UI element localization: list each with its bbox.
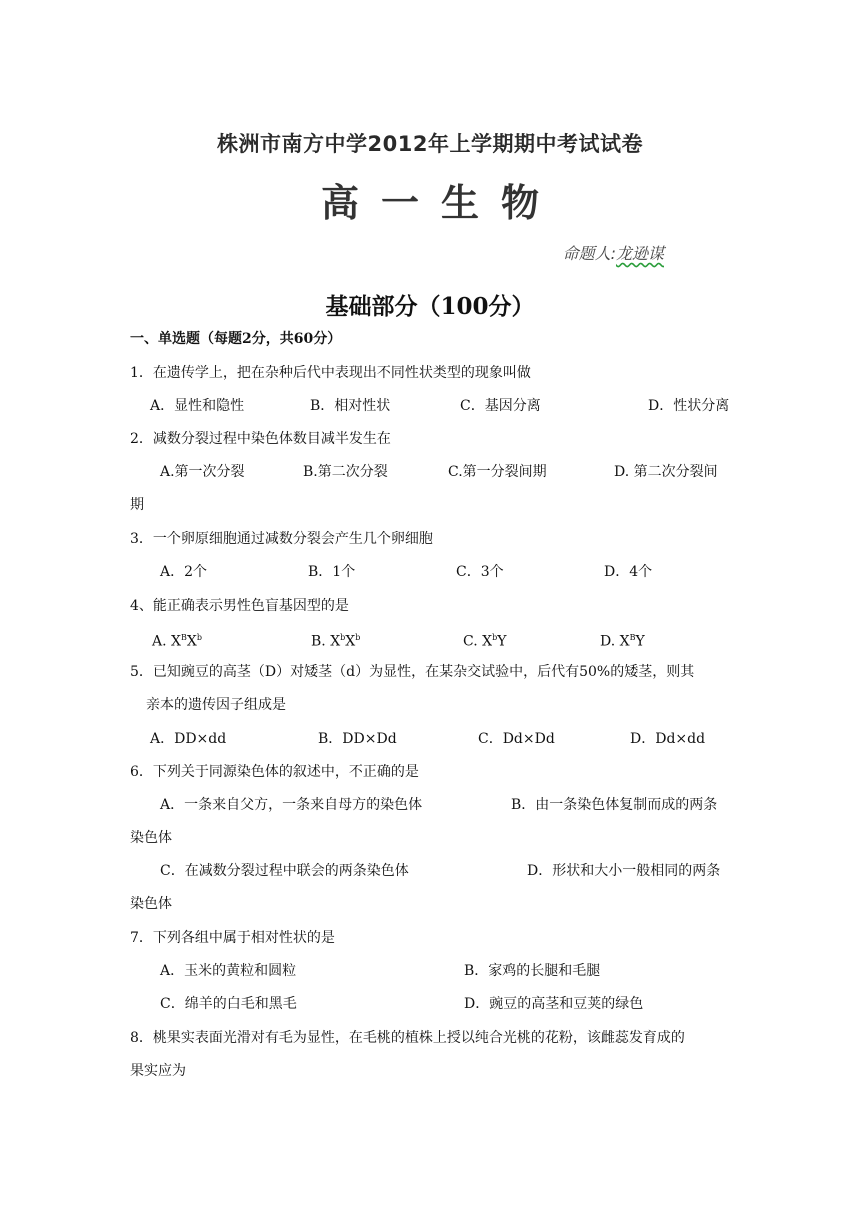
question-5-option-a: A．DD×dd	[150, 731, 227, 747]
question-4-option-a	[152, 628, 202, 652]
question-1-option-b: B．相对性状	[310, 398, 391, 414]
question-7-stem: 7．下列各组中属于相对性状的是	[130, 930, 335, 946]
question-4-stem: 4、能正确表示男性色盲基因型的是	[130, 598, 349, 614]
section-title: 基础部分（100分）	[325, 293, 535, 320]
question-6-option-c: C．在减数分裂过程中联会的两条染色体	[160, 863, 409, 879]
question-6-option-a: A．一条来自父方，一条来自母方的染色体	[160, 797, 423, 813]
question-1-option-d: D．性状分离	[648, 398, 730, 414]
question-7-option-d: D．豌豆的高茎和豆荚的绿色	[464, 996, 644, 1012]
subject-title: 高一生物	[320, 181, 561, 225]
part-one-heading: 一、单选题（每题2分，共60分）	[130, 331, 342, 347]
option-b-text: B. X	[311, 633, 341, 650]
option-a-text: A. X	[152, 633, 181, 650]
question-5-option-b: B．DD×Dd	[318, 731, 397, 747]
question-5-option-d: D．Dd×dd	[630, 731, 706, 747]
question-3-option-c: C．3个	[456, 564, 504, 580]
author-prefix: 命题人:	[562, 244, 616, 263]
question-7-option-b: B．家鸡的长腿和毛腿	[464, 963, 601, 979]
question-2-option-d-wrap: 期	[130, 497, 144, 513]
school-exam-title: 株洲市南方中学2012年上学期期中考试试卷	[217, 132, 643, 156]
question-3-option-b: B．1个	[308, 564, 356, 580]
question-3-option-d: D．4个	[604, 564, 653, 580]
question-8-stem-cont: 果实应为	[130, 1063, 186, 1079]
question-5-stem: 5．已知豌豆的高茎（D）对矮茎（d）为显性，在某杂交试验中，后代有50%的矮茎，则其	[130, 664, 695, 680]
question-6-option-b: B．由一条染色体复制而成的两条	[511, 797, 718, 813]
question-1-option-c: C．基因分离	[460, 398, 541, 414]
option-d-post: Y	[635, 633, 645, 650]
option-a-mid: X	[186, 633, 197, 650]
question-2-option-b: B.第二次分裂	[303, 464, 388, 480]
question-1-stem: 1．在遗传学上，把在杂种后代中表现出不同性状类型的现象叫做	[130, 365, 531, 381]
question-7-option-c: C．绵羊的白毛和黑毛	[160, 996, 297, 1012]
option-b-sup2: b	[355, 633, 361, 642]
question-2-option-c: C.第一分裂间期	[448, 464, 547, 480]
question-8-stem: 8．桃果实表面光滑对有毛为显性，在毛桃的植株上授以纯合光桃的花粉，该雌蕊发育成的	[130, 1030, 685, 1046]
question-6-option-b-wrap: 染色体	[130, 830, 172, 846]
question-2-stem: 2．减数分裂过程中染色体数目减半发生在	[130, 431, 391, 447]
question-5-stem-cont: 亲本的遗传因子组成是	[146, 697, 286, 713]
question-6-option-d-wrap: 染色体	[130, 896, 172, 912]
option-c-sup: b	[492, 633, 498, 642]
option-a-sup2: b	[196, 633, 202, 642]
question-2-option-a: A.第一次分裂	[160, 464, 245, 480]
question-3-stem: 3．一个卵原细胞通过减数分裂会产生几个卵细胞	[130, 531, 433, 547]
option-c-post: Y	[497, 633, 507, 650]
author-name: 龙逊谋	[615, 244, 664, 263]
option-b-mid: X	[345, 633, 356, 650]
question-2-option-d: D. 第二次分裂间	[614, 464, 718, 480]
question-4-option-c	[463, 628, 506, 652]
option-a-sup: B	[180, 633, 187, 642]
question-3-option-a: A．2个	[160, 564, 208, 580]
question-7-option-a: A．玉米的黄粒和圆粒	[160, 963, 297, 979]
question-4-option-d	[600, 628, 645, 652]
question-4-option-b	[311, 628, 360, 652]
option-d-sup: B	[629, 633, 636, 642]
author-line	[563, 241, 664, 264]
option-d-text: D. X	[600, 633, 630, 650]
question-6-option-d: D．形状和大小一般相同的两条	[527, 863, 721, 879]
question-6-stem: 6．下列关于同源染色体的叙述中，不正确的是	[130, 764, 419, 780]
option-b-sup: b	[340, 633, 346, 642]
question-1-option-a: A．显性和隐性	[150, 398, 245, 414]
question-5-option-c: C．Dd×Dd	[478, 731, 555, 747]
option-c-text: C. X	[463, 633, 493, 650]
